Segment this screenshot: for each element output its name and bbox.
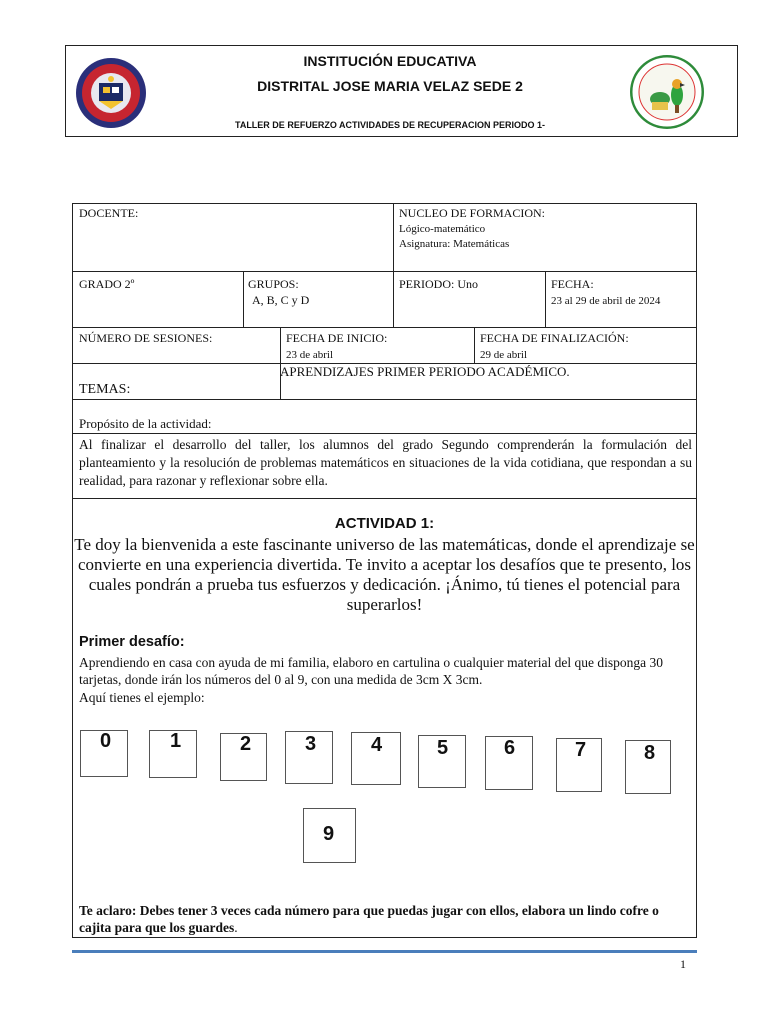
card-number: 4 [371, 734, 383, 756]
card-number: 5 [437, 737, 449, 759]
card-number: 6 [504, 737, 516, 759]
footer-rule [72, 950, 697, 953]
sesiones-label: NÚMERO DE SESIONES: [79, 331, 213, 345]
institution-subtitle: DISTRITAL JOSE MARIA VELAZ SEDE 2 [257, 78, 523, 94]
grupos-value: A, B, C y D [252, 293, 310, 307]
fin-value: 29 de abril [480, 349, 528, 361]
page-number: 1 [680, 957, 686, 971]
challenge-title: Primer desafío: [79, 634, 185, 650]
card-number: 8 [644, 742, 656, 764]
grupos-label: GRUPOS: [248, 277, 299, 291]
card-number: 1 [170, 730, 182, 752]
grado-label: GRADO 2º [79, 277, 135, 291]
preschool-logo [630, 55, 704, 129]
card-number: 7 [575, 739, 587, 761]
asignatura-value: Asignatura: Matemáticas [399, 238, 510, 250]
temas-value: APRENDIZAJES PRIMER PERIODO ACADÉMICO. [280, 364, 570, 379]
workshop-subtitle: TALLER DE REFUERZO ACTIVIDADES DE RECUPERACION PERIODO 1- [234, 120, 546, 130]
fecha-label: FECHA: [551, 277, 594, 291]
proposito-label: Propósito de la actividad: [79, 416, 212, 431]
nucleo-value: Lógico-matemático [399, 223, 486, 235]
fecha-value: 23 al 29 de abril de 2024 [551, 295, 661, 307]
card-number: 0 [100, 730, 112, 752]
periodo-label: PERIODO: Uno [399, 277, 479, 291]
card-number: 2 [240, 733, 252, 755]
fin-label: FECHA DE FINALIZACIÓN: [480, 331, 629, 345]
nucleo-label: NUCLEO DE FORMACION: [399, 206, 546, 220]
temas-label: TEMAS: [79, 382, 131, 397]
inicio-value: 23 de abril [286, 349, 334, 361]
inicio-label: FECHA DE INICIO: [286, 331, 388, 345]
institution-title: INSTITUCIÓN EDUCATIVA [303, 53, 477, 69]
clarification-note-end: . [234, 920, 238, 935]
clarification-note [79, 902, 689, 936]
docente-label: DOCENTE: [79, 206, 139, 220]
card-number: 3 [305, 733, 317, 755]
proposito-text: Al finalizar el desarrollo del taller, los alumnos del grado Segundo comprenderán la formulación del planteamiento y la resolución de problemas matemáticos en situaciones de la vida cotidiana, que respondan a su realidad, para razonar y reflexionar sobre ella. [79, 437, 692, 488]
challenge-text: Aprendiendo en casa con ayuda de mi familia, elaboro en cartulina o cualquier material del que disponga 30 tarjetas, donde irán los números del 0 al 9, con una medida de 3cm X 3cm. [79, 655, 664, 687]
example-label: Aquí tienes el ejemplo: [79, 690, 205, 705]
activity-title: ACTIVIDAD 1: [334, 515, 435, 532]
card-number: 9 [323, 823, 335, 845]
clarification-note-bold: Te aclaro: Debes tener 3 veces cada número para que puedas jugar con ellos, elabora un lindo cofre o cajita para que los guardes [79, 903, 659, 935]
school-crest-logo [75, 57, 147, 129]
activity-intro: Te doy la bienvenida a este fascinante universo de las matemáticas, donde el aprendizaje se convierte en una experiencia divertida. Te invito a aceptar los desafíos que te presento, los cuales pondrán a prueba tus esfuerzos y dedicación. ¡Ánimo, tú tienes el potencial para superarlos! [74, 535, 695, 614]
